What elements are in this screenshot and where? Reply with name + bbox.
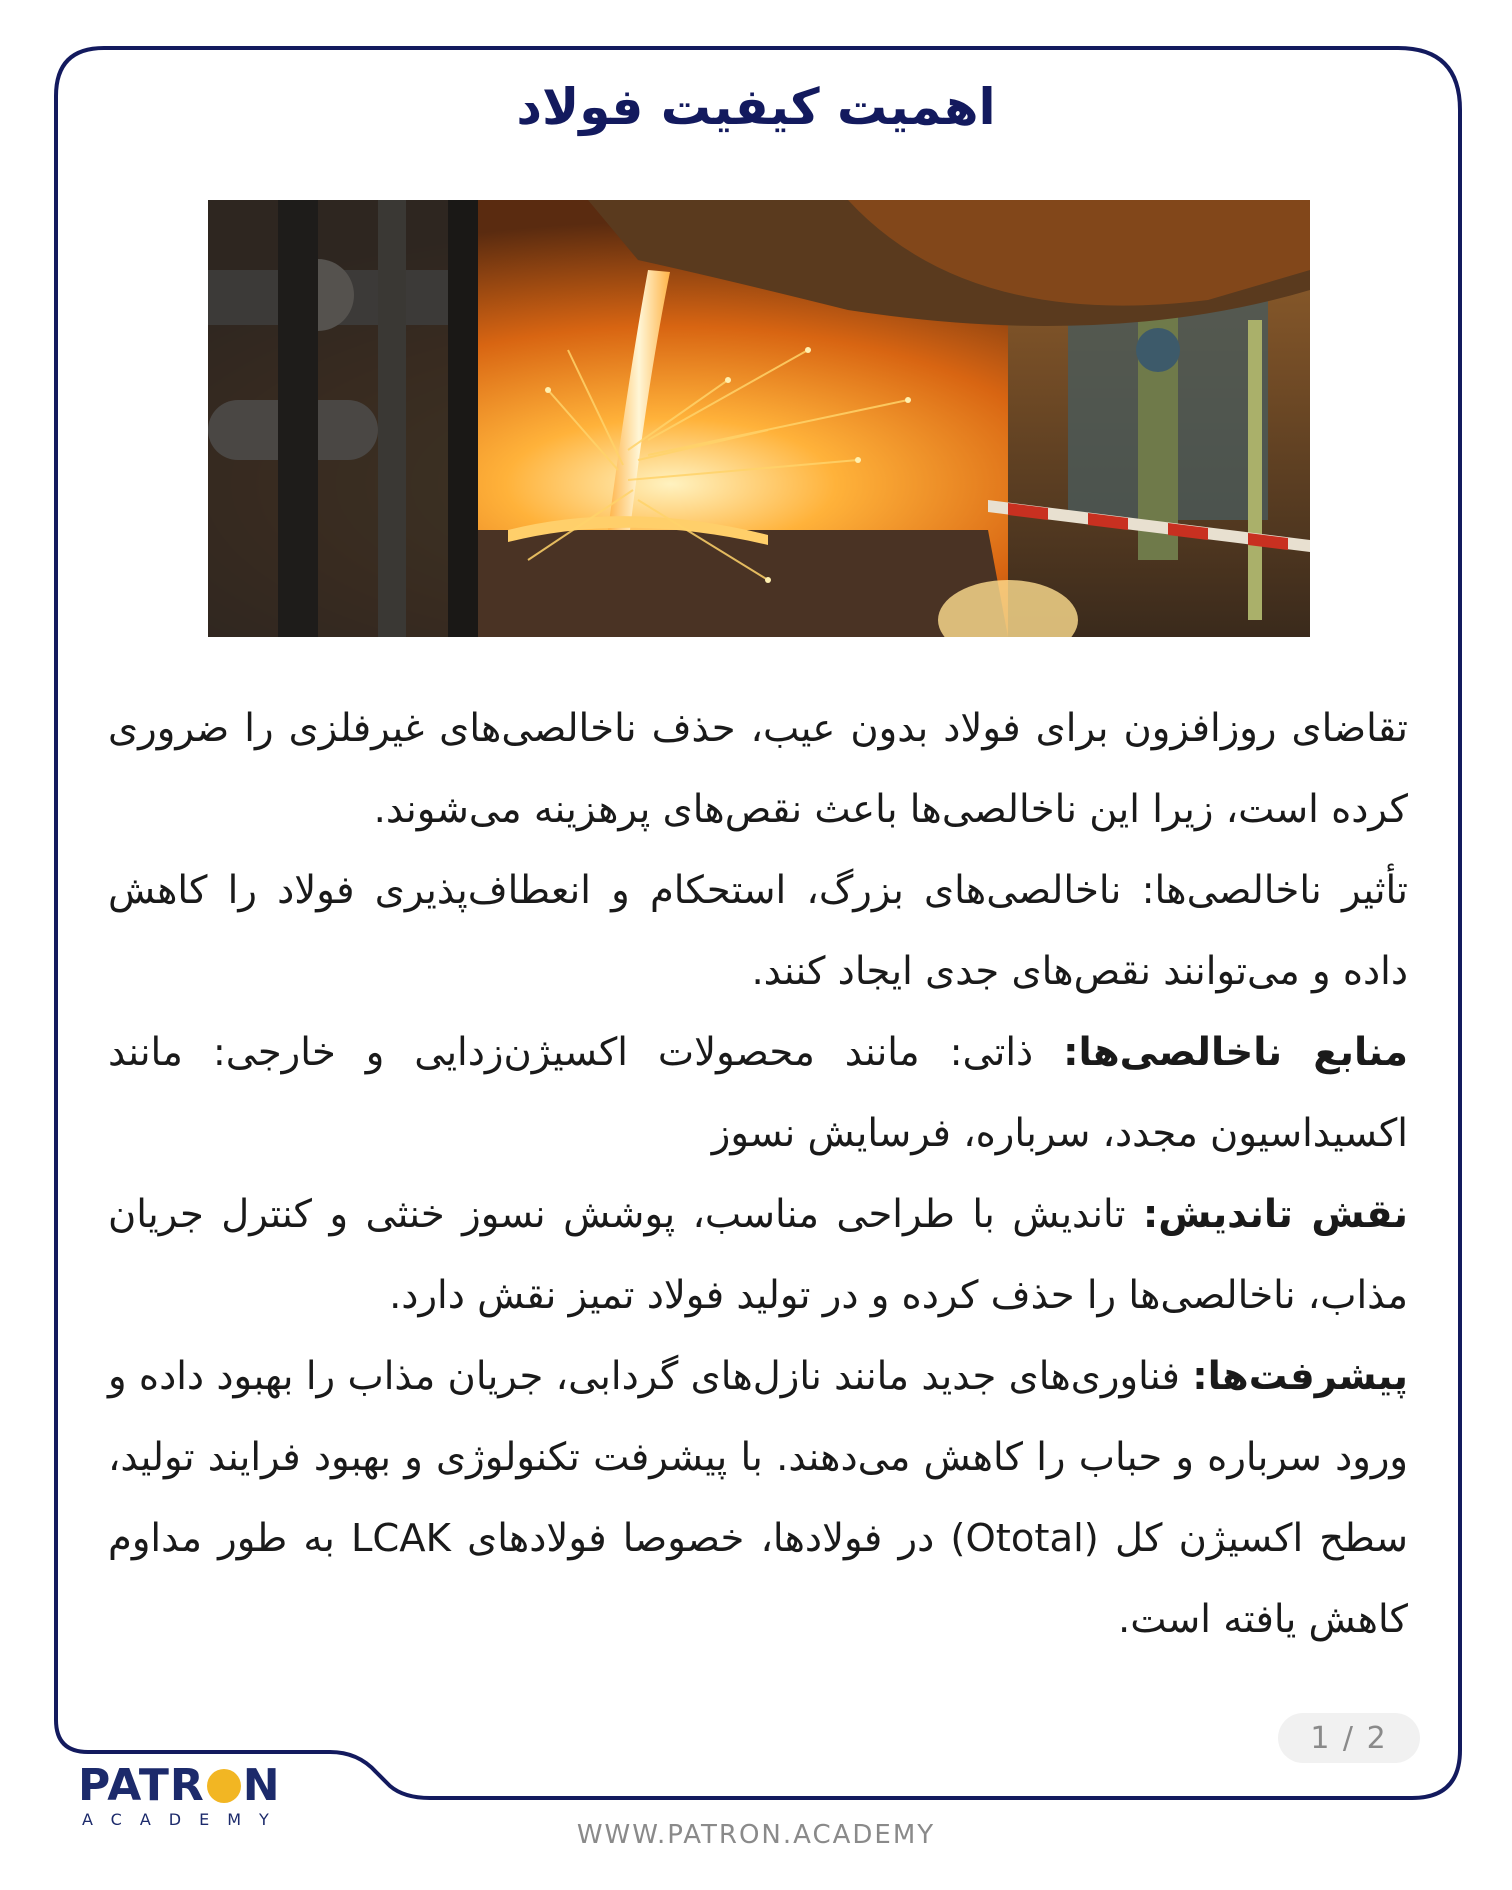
paragraph-tundish-role [108,1174,1408,1336]
paragraph-intro [108,688,1408,850]
logo-text-right: N [242,1760,281,1811]
logo-subtitle: ACADEMY [82,1810,287,1829]
paragraph-advances [108,1336,1408,1660]
paragraph-text: تاندیش با طراحی مناسب، پوشش نسوز خنثی و کنترل جریان مذاب، ناخالصی‌ها را حذف کرده و در تولید فولاد تمیز نقش دارد. [108,1192,1408,1318]
website-url[interactable]: WWW.PATRON.ACADEMY [576,1820,936,1850]
paragraph-label: نقش تاندیش: [1142,1192,1409,1237]
patron-academy-logo [78,1762,338,1828]
paragraph-text: تقاضای روزافزون برای فولاد بدون عیب، حذف ناخالصی‌های غیرفلزی را ضروری کرده است، زیرا این ناخالصی‌ها باعث نقص‌های پرهزینه می‌شوند. [108,706,1408,832]
molten-steel-pouring-photo [208,200,1310,637]
page-title: اهمیت کیفیت فولاد [516,78,996,136]
paragraph-impact [108,850,1408,1012]
paragraph-text: فناوری‌های جدید مانند نازل‌های گردابی، جریان مذاب را بهبود داده و ورود سرباره و حباب را کاهش می‌دهند. با پیشرفت تکنولوژی و بهبود فرایند تولید، سطح اکسیژن کل (Ototal) در فولادها، خصوصا فولادهای LCAK به طور مداوم کاهش یافته است. [108,1354,1409,1642]
paragraph-text: ذاتی: مانند محصولات اکسیژن‌زدایی و خارجی: مانند اکسیداسیون مجدد، سرباره، فرسایش نسوز [108,1030,1408,1156]
paragraph-label: پیشرفت‌ها: [1192,1354,1408,1399]
paragraph-sources [108,1012,1408,1174]
logo-o-icon [207,1769,241,1803]
paragraph-text: تأثیر ناخالصی‌ها: ناخالصی‌های بزرگ، استحکام و انعطاف‌پذیری فولاد را کاهش داده و می‌توانند نقص‌های جدی ایجاد کنند. [108,868,1408,994]
page-indicator: 1 / 2 [1278,1713,1420,1763]
logo-text-left: PATR [78,1760,205,1811]
paragraph-label: منابع ناخالصی‌ها: [1063,1030,1408,1075]
article-body [108,688,1408,1660]
